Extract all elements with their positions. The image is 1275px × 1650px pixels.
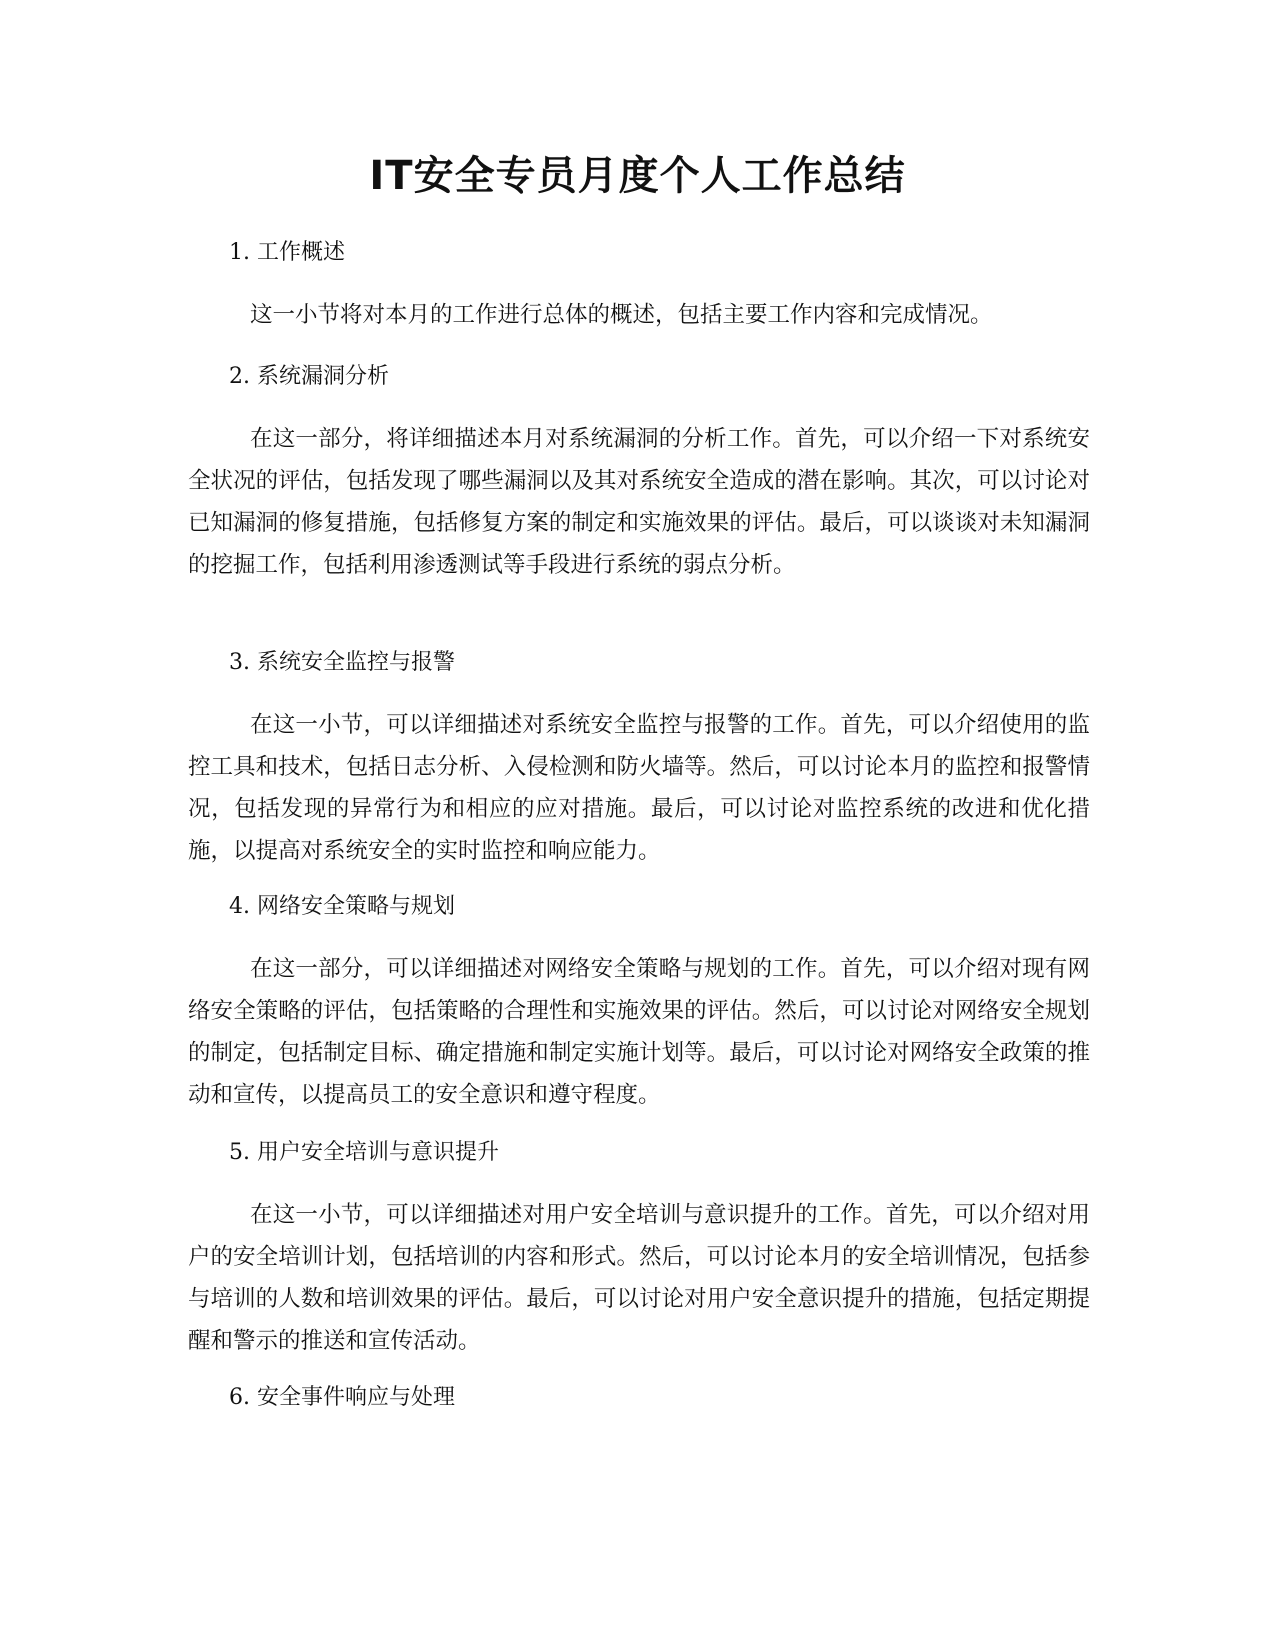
section-body-3: 在这一小节，可以详细描述对系统安全监控与报警的工作。首先，可以介绍使用的监控工具和技术，包括日志分析、入侵检测和防火墙等。然后，可以讨论本月的监控和报警情况，包括发现的异常行为和相应的应对措施。最后，可以讨论对监控系统的改进和优化措施，以提高对系统安全的实时监控和响应能力。	[188, 712, 1090, 864]
section-body-4: 在这一部分，可以详细描述对网络安全策略与规划的工作。首先，可以介绍对现有网络安全策略的评估，包括策略的合理性和实施效果的评估。然后，可以讨论对网络安全规划的制定，包括制定目标、确定措施和制定实施计划等。最后，可以讨论对网络安全政策的推动和宣传，以提高员工的安全意识和遵守程度。	[188, 956, 1090, 1108]
section-heading-2: 2. 系统漏洞分析	[229, 364, 389, 389]
section-heading-5: 5. 用户安全培训与意识提升	[229, 1140, 499, 1165]
section-heading-1: 1. 工作概述	[229, 240, 345, 265]
section-body-2: 在这一部分，将详细描述本月对系统漏洞的分析工作。首先，可以介绍一下对系统安全状况的评估，包括发现了哪些漏洞以及其对系统安全造成的潜在影响。其次，可以讨论对已知漏洞的修复措施，包括修复方案的制定和实施效果的评估。最后，可以谈谈对未知漏洞的挖掘工作，包括利用渗透测试等手段进行系统的弱点分析。	[188, 426, 1090, 578]
section-heading-4: 4. 网络安全策略与规划	[229, 894, 455, 919]
section-body-1: 这一小节将对本月的工作进行总体的概述，包括主要工作内容和完成情况。	[250, 302, 993, 328]
section-heading-6: 6. 安全事件响应与处理	[229, 1385, 455, 1410]
section-heading-3: 3. 系统安全监控与报警	[229, 650, 455, 675]
section-body-5: 在这一小节，可以详细描述对用户安全培训与意识提升的工作。首先，可以介绍对用户的安全培训计划，包括培训的内容和形式。然后，可以讨论本月的安全培训情况，包括参与培训的人数和培训效果的评估。最后，可以讨论对用户安全意识提升的措施，包括定期提醒和警示的推送和宣传活动。	[188, 1202, 1090, 1354]
document-title: IT安全专员月度个人工作总结	[369, 153, 906, 199]
